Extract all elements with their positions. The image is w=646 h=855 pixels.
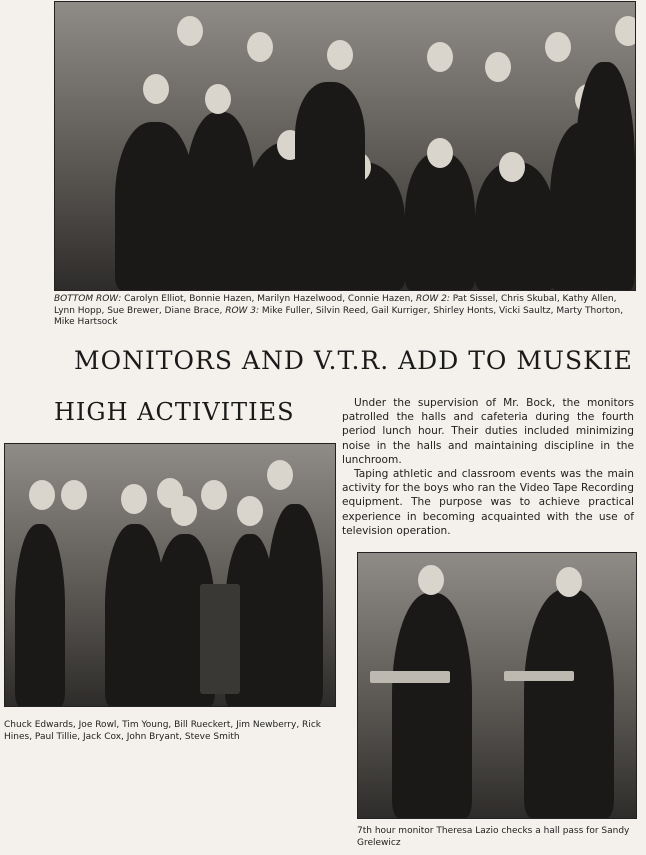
- caption-part: Carolyn Elliot, Bonnie Hazen, Marilyn Hazelwood, Connie Hazen,: [121, 294, 416, 304]
- page-headline-line2: HIGH ACTIVITIES: [54, 398, 295, 426]
- article-body: [342, 396, 634, 538]
- hall-monitor-photo: [357, 552, 637, 819]
- caption-part: BOTTOM ROW:: [54, 294, 122, 304]
- monitors-photo-caption: [54, 294, 634, 329]
- caption-part: Mike Fuller, Silvin Reed, Gail Kurriger, Shirley Honts, Vicki Saultz, Marty Thorton, Mike Hartsock: [54, 305, 624, 327]
- caption-part: ROW 2:: [416, 294, 450, 304]
- caption-part: ROW 3:: [225, 305, 260, 316]
- monitor-photo-caption: 7th hour monitor Theresa Lazio checks a hall pass for Sandy Grelewicz: [357, 826, 630, 848]
- page-headline-line1: MONITORS AND V.T.R. ADD TO MUSKIE: [74, 346, 633, 375]
- caption-part: Pat Sissel, Chris Skubal, Kathy Allen, Lynn Hopp, Sue Brewer, Diane Brace,: [54, 294, 617, 316]
- vtr-group-photo: [4, 443, 336, 707]
- monitors-group-photo: [54, 1, 636, 291]
- article-paragraph: Taping athletic and classroom events was the main activity for the boys who ran the Video Tape Recording equipment. The purpose was to achieve practical experience in becoming acquainted with the use of television operation.: [342, 468, 634, 537]
- article-paragraph: Under the supervision of Mr. Bock, the monitors patrolled the halls and cafeteria during the fourth period lunch hour. Their duties included minimizing noise in the halls and maintaining discipline in the lunchroom.: [342, 397, 634, 466]
- vtr-photo-caption: Chuck Edwards, Joe Rowl, Tim Young, Bill Rueckert, Jim Newberry, Rick Hines, Paul Tillie, Jack Cox, John Bryant, Steve Smith: [4, 720, 321, 742]
